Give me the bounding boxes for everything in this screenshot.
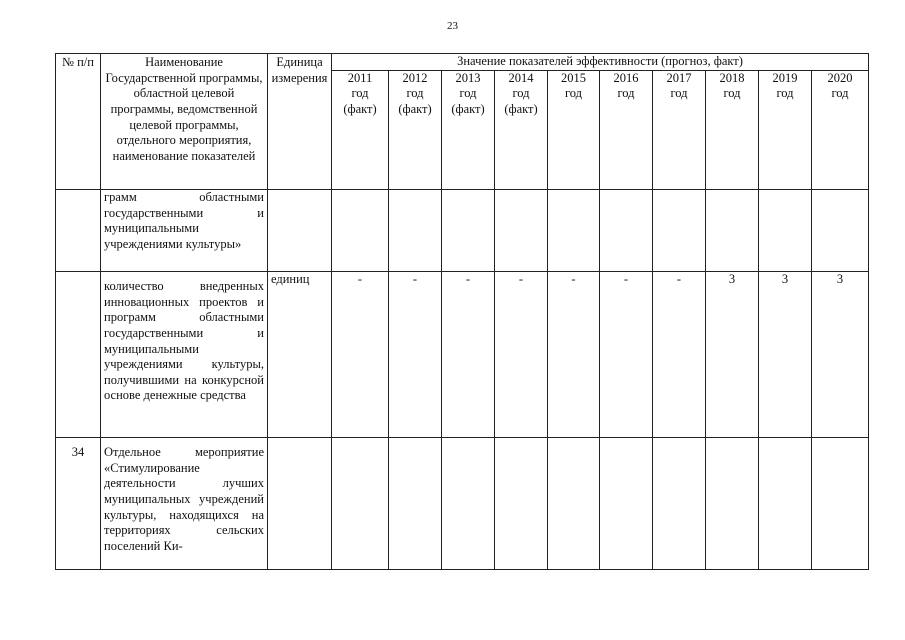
row-value-2013 bbox=[442, 438, 495, 570]
row-value-2019: 3 bbox=[759, 272, 812, 438]
row-name-text: количество внедренных инновационных проектов и программ областными государственными и муниципальными учреждениями культуры, получившими на конкурсной основе денежные средства bbox=[104, 279, 264, 403]
header-unit-label: Единица измерения bbox=[271, 55, 328, 85]
header-name-label: Наименование Государственной программы, областной целевой программы, ведомственной целевой программы, отдельного мероприятия, наименование показателей bbox=[105, 55, 263, 163]
year-suffix: год bbox=[459, 86, 477, 101]
year-label: 2017 bbox=[666, 70, 692, 85]
header-values bbox=[332, 54, 869, 71]
header-year-2019 bbox=[759, 70, 812, 189]
year-label: 2011 bbox=[347, 70, 373, 85]
year-suffix: год bbox=[512, 86, 530, 101]
row-name-text: грамм областными государственными и муниципальными учреждениями культуры» bbox=[104, 190, 264, 251]
row-value-2011 bbox=[332, 438, 389, 570]
row-value-2013 bbox=[442, 190, 495, 272]
header-row-top bbox=[56, 54, 869, 71]
row-value-2016: - bbox=[600, 272, 653, 438]
row-value-2018 bbox=[706, 190, 759, 272]
row-value-2020: 3 bbox=[812, 272, 869, 438]
row-value-2014 bbox=[495, 190, 548, 272]
header-number-label: № п/п bbox=[62, 55, 94, 69]
row-unit bbox=[268, 438, 332, 570]
row-name bbox=[101, 272, 268, 438]
row-value-2014 bbox=[495, 438, 548, 570]
header-year-2017 bbox=[653, 70, 706, 189]
row-number bbox=[56, 272, 101, 438]
row-value-2015 bbox=[548, 190, 600, 272]
header-year-2016 bbox=[600, 70, 653, 189]
header-year-2014 bbox=[495, 70, 548, 189]
row-value-2011 bbox=[332, 190, 389, 272]
row-value-2017 bbox=[653, 438, 706, 570]
row-name bbox=[101, 438, 268, 570]
year-note: (факт) bbox=[343, 101, 377, 116]
year-suffix: год bbox=[564, 86, 583, 101]
header-year-2020 bbox=[812, 70, 869, 189]
row-value-2019 bbox=[759, 190, 812, 272]
row-value-2012 bbox=[389, 190, 442, 272]
year-suffix: год bbox=[617, 86, 635, 101]
row-value-2016 bbox=[600, 190, 653, 272]
header-year-2018 bbox=[706, 70, 759, 189]
year-label: 2015 bbox=[561, 70, 586, 85]
year-label: 2018 bbox=[719, 70, 745, 85]
year-suffix: год bbox=[406, 86, 424, 101]
year-suffix: год bbox=[351, 86, 369, 101]
year-label: 2020 bbox=[827, 70, 853, 85]
year-note: (факт) bbox=[504, 101, 538, 116]
year-note: (факт) bbox=[398, 101, 432, 116]
header-year-2012 bbox=[389, 70, 442, 189]
row-value-2011: - bbox=[332, 272, 389, 438]
row-name-text: Отдельное мероприятие «Стимулирование деятельности лучших муниципальных учреждений культуры, находящихся на территориях сельских поселений Ки- bbox=[104, 445, 264, 553]
table-row bbox=[56, 438, 869, 570]
header-year-2013 bbox=[442, 70, 495, 189]
row-number bbox=[56, 190, 101, 272]
header-year-2011 bbox=[332, 70, 389, 189]
year-suffix: год bbox=[723, 86, 741, 101]
row-value-2012: - bbox=[389, 272, 442, 438]
row-unit bbox=[268, 190, 332, 272]
row-name bbox=[101, 190, 268, 272]
row-value-2014: - bbox=[495, 272, 548, 438]
row-value-2020 bbox=[812, 190, 869, 272]
row-value-2018: 3 bbox=[706, 272, 759, 438]
row-value-2017 bbox=[653, 190, 706, 272]
table-row bbox=[56, 272, 869, 438]
year-label: 2019 bbox=[772, 70, 798, 85]
year-label: 2012 bbox=[402, 70, 428, 85]
row-value-2015: - bbox=[548, 272, 600, 438]
year-note: (факт) bbox=[451, 101, 485, 116]
header-number bbox=[56, 54, 101, 190]
year-label: 2016 bbox=[613, 70, 639, 85]
row-value-2019 bbox=[759, 438, 812, 570]
year-suffix: год bbox=[776, 86, 794, 101]
table-row bbox=[56, 190, 869, 272]
row-value-2016 bbox=[600, 438, 653, 570]
row-number: 34 bbox=[56, 438, 101, 570]
year-label: 2014 bbox=[508, 70, 534, 85]
header-name bbox=[101, 54, 268, 190]
year-suffix: год bbox=[831, 86, 849, 101]
row-value-2013: - bbox=[442, 272, 495, 438]
year-label: 2013 bbox=[455, 70, 481, 85]
header-year-2015 bbox=[548, 70, 600, 189]
header-unit bbox=[268, 54, 332, 190]
row-value-2017: - bbox=[653, 272, 706, 438]
row-value-2012 bbox=[389, 438, 442, 570]
row-value-2015 bbox=[548, 438, 600, 570]
year-suffix: год bbox=[670, 86, 688, 101]
row-unit: единиц bbox=[268, 272, 332, 438]
performance-indicators-table bbox=[55, 53, 869, 570]
header-values-label: Значение показателей эффективности (прогноз, факт) bbox=[457, 54, 743, 68]
page-number: 23 bbox=[447, 20, 458, 32]
row-value-2020 bbox=[812, 438, 869, 570]
row-value-2018 bbox=[706, 438, 759, 570]
